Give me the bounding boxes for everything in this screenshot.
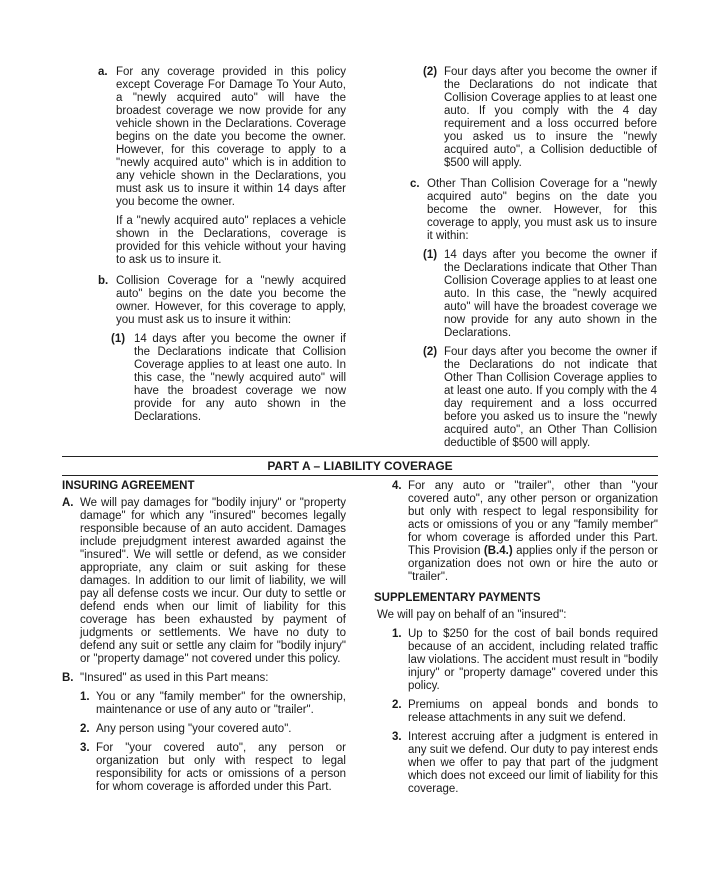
clause-c1 bbox=[423, 249, 657, 340]
clause-B4-text bbox=[408, 480, 658, 584]
clause-B-label: B. bbox=[62, 672, 74, 684]
section-heading: PART A – LIABILITY COVERAGE bbox=[62, 456, 658, 476]
insuring-agreement-heading: INSURING AGREEMENT bbox=[62, 480, 195, 492]
clause-a-label: a. bbox=[98, 66, 108, 78]
top-left-column bbox=[98, 66, 346, 424]
supplementary-item-1-text: Up to $250 for the cost of bail bonds required because of an accident, including related traffic law violations. The accident must result in "bodily injury" or "property damage" covered under this policy. bbox=[408, 628, 658, 692]
clause-B1-text: You or any "family member" for the ownership, maintenance or use of any auto or "trailer". bbox=[96, 691, 346, 716]
clause-b2-text: Four days after you become the owner if the Declarations do not indicate that Collision Coverage applies to at least one auto. If you comply with the 4 day requirement and a loss occurred before you asked us to insure the "newly acquired auto", a Collision deductible of $500 will apply. bbox=[444, 66, 657, 169]
clause-B2-label: 2. bbox=[80, 723, 90, 735]
clause-A-label: A. bbox=[62, 497, 74, 509]
supplementary-item-1 bbox=[392, 628, 658, 693]
clause-B4-text-after: applies only if the person or organization does not own or hire the auto or "trailer". bbox=[408, 545, 658, 583]
clause-a-text: For any coverage provided in this policy except Coverage For Damage To Your Auto, a "newly acquired auto" will have the broadest coverage we now provide for any vehicle shown in the Declarations. Coverage begins on the date you become the owner. However, for this coverage to apply to a "newly acquired auto" which is in addition to any vehicle shown in the Declarations, you must ask us to insure it within 14 days after you become the owner. bbox=[116, 66, 346, 208]
clause-c bbox=[410, 178, 657, 243]
supplementary-item-3-label: 3. bbox=[392, 731, 402, 743]
clause-b bbox=[98, 275, 346, 327]
clause-c1-label: (1) bbox=[423, 249, 438, 261]
clause-b-text: Collision Coverage for a "newly acquired auto" begins on the date you become the owner. However, for this coverage to apply, you must ask us to insure it within: bbox=[116, 275, 346, 326]
clause-B bbox=[62, 672, 346, 685]
supplementary-item-2 bbox=[392, 699, 658, 725]
clause-B1 bbox=[80, 691, 346, 717]
supplementary-payments-heading: SUPPLEMENTARY PAYMENTS bbox=[374, 592, 541, 604]
clause-c2-label: (2) bbox=[423, 346, 438, 358]
clause-c2-text: Four days after you become the owner if the Declarations do not indicate that Other Than Collision Coverage applies to at least one auto. If you comply with the 4 day requirement and a loss occurred before you asked us to insure the "newly acquired auto", an Other Than Collision deductible of $500 will apply. bbox=[444, 346, 657, 449]
clause-b1 bbox=[111, 333, 346, 424]
clause-B4-label: 4. bbox=[392, 480, 402, 492]
clause-b2 bbox=[423, 66, 657, 170]
clause-b-label: b. bbox=[98, 275, 109, 287]
supplementary-item-2-text: Premiums on appeal bonds and bonds to release attachments in any suit we defend. bbox=[408, 699, 658, 724]
clause-B3-label: 3. bbox=[80, 742, 90, 754]
clause-B4-text-before: For any auto or "trailer", other than "your covered auto", any other person or organization but only with respect to legal responsibility for acts or omissions of you or any "family member" for whom coverage is afforded under this Part. This Provision bbox=[408, 480, 658, 557]
bottom-right-column bbox=[374, 480, 658, 796]
clause-B3 bbox=[80, 742, 346, 794]
clause-c1-text: 14 days after you become the owner if the Declarations indicate that Other Than Collision Coverage applies to at least one auto. In this case, the "newly acquired auto" will have the broadest coverage we now provide for any auto shown in the Declarations. bbox=[444, 249, 657, 339]
clause-B2 bbox=[80, 723, 346, 736]
clause-b1-text: 14 days after you become the owner if the Declarations indicate that Collision Coverage applies to at least one auto. In this case, the "newly acquired auto" will have the broadest coverage we now provide for any auto shown in the Declarations. bbox=[134, 333, 346, 423]
clause-a bbox=[98, 66, 346, 209]
clause-B2-text: Any person using "your covered auto". bbox=[96, 723, 292, 735]
bottom-left-column bbox=[62, 480, 346, 794]
top-right-column bbox=[410, 66, 657, 450]
clause-B1-label: 1. bbox=[80, 691, 90, 703]
clause-B4 bbox=[392, 480, 658, 584]
supplementary-item-3 bbox=[392, 731, 658, 796]
clause-c-label: c. bbox=[410, 178, 420, 190]
clause-c-text: Other Than Collision Coverage for a "newly acquired auto" begins on the date you become the owner. However, for this coverage to apply, you must ask us to insure it within: bbox=[427, 178, 657, 242]
clause-c2 bbox=[423, 346, 657, 450]
clause-B-text: "Insured" as used in this Part means: bbox=[80, 672, 269, 684]
clause-B3-text: For "your covered auto", any person or organization but only with respect to legal responsibility for acts or omissions of a person for whom coverage is afforded under this Part. bbox=[96, 742, 346, 793]
clause-B4-bold-ref: (B.4.) bbox=[483, 545, 513, 557]
clause-A bbox=[62, 497, 346, 666]
supplementary-intro: We will pay on behalf of an "insured": bbox=[377, 609, 567, 621]
clause-A-text: We will pay damages for "bodily injury" or "property damage" for which any "insured" becomes legally responsible because of an auto accident. Damages include prejudgment interest awarded against the "insured". We will settle or defend, as we consider appropriate, any claim or suit asking for these damages. In addition to our limit of liability, we will pay all defense costs we incur. Our duty to settle or defend ends when our limit of liability for this coverage has been exhausted by payment of judgments or settlements. We have no duty to defend any suit or settle any claim for "bodily injury" or "property damage" not covered under this policy. bbox=[80, 497, 346, 665]
clause-a-paragraph-2: If a "newly acquired auto" replaces a vehicle shown in the Declarations, coverage is provided for this vehicle without your having to ask us to insure it. bbox=[116, 215, 346, 266]
supplementary-item-1-label: 1. bbox=[392, 628, 402, 640]
supplementary-item-3-text: Interest accruing after a judgment is entered in any suit we defend. Our duty to pay interest ends when we offer to pay that part of the judgment which does not exceed our limit of liability for this coverage. bbox=[408, 731, 658, 795]
clause-b2-label: (2) bbox=[423, 66, 438, 78]
supplementary-item-2-label: 2. bbox=[392, 699, 402, 711]
clause-b1-label: (1) bbox=[111, 333, 126, 345]
